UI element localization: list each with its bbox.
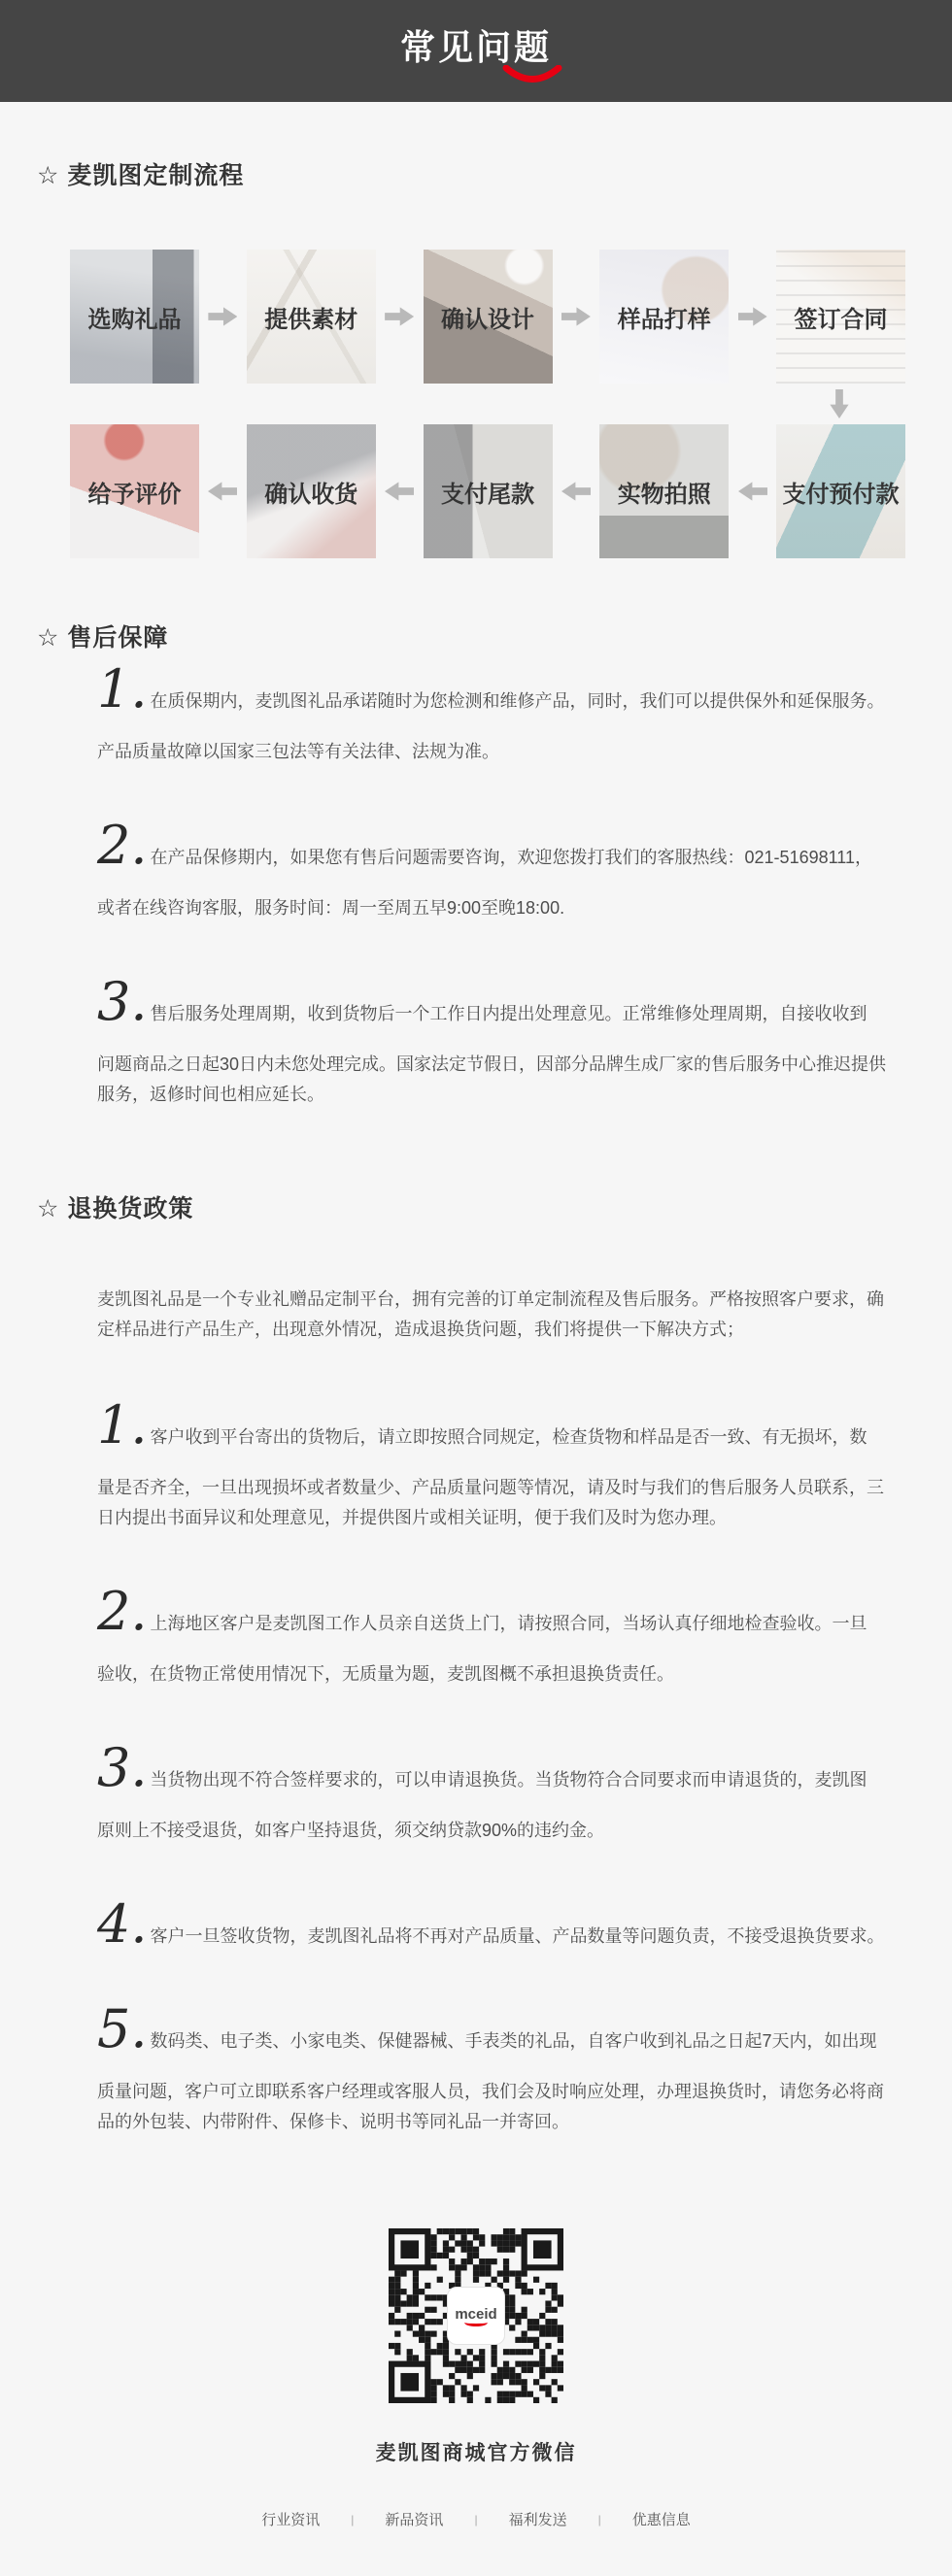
item-number: 2. bbox=[97, 815, 148, 876]
numbered-item bbox=[97, 1998, 888, 2137]
arrow-right-icon bbox=[561, 305, 591, 328]
process-step-tile bbox=[424, 250, 553, 384]
step-label: 选购礼品 bbox=[87, 306, 182, 333]
returns-items bbox=[37, 1394, 915, 2137]
footer-link-newproduct[interactable]: 新品资讯 bbox=[385, 2512, 444, 2528]
step-label: 给予评价 bbox=[87, 481, 182, 508]
numbered-item bbox=[97, 658, 888, 767]
process-step-tile bbox=[424, 424, 553, 558]
process-step-tile bbox=[599, 250, 729, 384]
item-text: 客户收到平台寄出的货物后，请立即按照合同规定，检查货物和样品是否一致、有无损坏，数 bbox=[150, 1427, 867, 1447]
qr-section bbox=[0, 2228, 952, 2466]
section-title-returns: ☆ 退换货政策 bbox=[37, 1195, 194, 1222]
header-bar bbox=[0, 0, 952, 102]
item-text: 上海地区客户是麦凯图工作人员亲自送货上门，请按照合同，当场认真仔细地检查验收。一旦 bbox=[150, 1614, 867, 1633]
step-label: 支付尾款 bbox=[441, 481, 534, 508]
numbered-item bbox=[97, 1394, 888, 1533]
process-step-tile bbox=[70, 424, 199, 558]
smile-icon bbox=[502, 65, 562, 84]
item-text: 问题商品之日起30日内未您处理完成。国家法定节假日，因部分品牌生成厂家的售后服务中心推迟提供服务，返修时间也相应延长。 bbox=[97, 1054, 887, 1104]
process-step-tile bbox=[70, 250, 199, 384]
item-text: 在产品保修期内，如果您有售后问题需要咨询，欢迎您拨打我们的客服热线：021-51698111， bbox=[150, 848, 872, 867]
item-number: 4. bbox=[97, 1893, 148, 1955]
qr-caption: 麦凯图商城官方微信 bbox=[375, 2442, 577, 2464]
numbered-item bbox=[97, 1893, 888, 1955]
aftersale-items bbox=[37, 658, 915, 1110]
item-text: 客户一旦签收货物，麦凯图礼品将不再对产品质量、产品数量等问题负责，不接受退换货要求。 bbox=[150, 1926, 885, 1946]
process-step-tile bbox=[599, 424, 729, 558]
step-label: 签订合同 bbox=[794, 306, 888, 333]
returns-intro: 麦凯图礼品是一个专业礼赠品定制平台，拥有完善的订单定制流程及售后服务。严格按照客户要求，确定样品进行产品生产，出现意外情况，造成退换货问题，我们将提供一下解决方式； bbox=[97, 1289, 884, 1339]
step-label: 实物拍照 bbox=[617, 481, 711, 508]
qr-logo: mceid bbox=[447, 2287, 505, 2345]
process-step-tile bbox=[247, 424, 376, 558]
item-number: 1. bbox=[97, 658, 148, 719]
qr-logo-swoosh-icon bbox=[464, 2319, 488, 2326]
item-number: 3. bbox=[97, 1737, 148, 1798]
section-title-aftersale: ☆ 售后保障 bbox=[37, 624, 169, 652]
step-label: 提供素材 bbox=[264, 306, 358, 333]
numbered-item bbox=[97, 815, 888, 923]
item-number: 1. bbox=[97, 1394, 148, 1455]
item-number: 2. bbox=[97, 1581, 148, 1642]
item-text: 当货物出现不符合签样要求的，可以申请退换货。当货物符合合同要求而申请退货的，麦凯图 bbox=[150, 1770, 867, 1790]
footer-link-welfare[interactable]: 福利发送 bbox=[508, 2512, 567, 2528]
item-text: 原则上不接受退货，如客户坚持退货，须交纳贷款90%的违约金。 bbox=[97, 1821, 605, 1840]
item-text: 质量问题，客户可立即联系客户经理或客服人员，我们会及时响应处理，办理退换货时，请您务必将商品的外包装、内带附件、保修卡、说明书等同礼品一并寄回。 bbox=[97, 2082, 884, 2131]
arrow-left-icon bbox=[385, 480, 414, 503]
item-text: 在质保期内，麦凯图礼品承诺随时为您检测和维修产品，同时，我们可以提供保外和延保服务。 bbox=[150, 691, 885, 711]
process-row-2 bbox=[70, 424, 905, 558]
qr-code bbox=[389, 2228, 563, 2403]
footer-link-industry[interactable]: 行业资讯 bbox=[261, 2512, 321, 2528]
process-step-tile bbox=[776, 424, 905, 558]
arrow-right-icon bbox=[208, 305, 237, 328]
item-text: 数码类、电子类、小家电类、保健器械、手表类的礼品，自客户收到礼品之日起7天内，如出现 bbox=[150, 2031, 877, 2051]
section-process bbox=[0, 156, 952, 191]
item-number: 3. bbox=[97, 971, 148, 1032]
star-icon: ☆ bbox=[37, 624, 60, 652]
item-text: 验收，在货物正常使用情况下，无质量为题，麦凯图概不承担退换货责任。 bbox=[97, 1664, 674, 1684]
process-step-tile bbox=[776, 250, 905, 384]
footer-link-discount[interactable]: 优惠信息 bbox=[631, 2512, 691, 2528]
star-icon: ☆ bbox=[37, 1195, 60, 1222]
numbered-item bbox=[97, 1581, 888, 1689]
item-text: 量是否齐全，一旦出现损坏或者数量少、产品质量问题等情况，请及时与我们的售后服务人员联系，三日内提出书面异议和处理意见，并提供图片或相关证明，便于我们及时为您办理。 bbox=[97, 1478, 884, 1527]
arrow-left-icon bbox=[738, 480, 767, 503]
arrow-right-icon bbox=[738, 305, 767, 328]
section-title-process: ☆ 麦凯图定制流程 bbox=[37, 162, 245, 189]
arrow-left-icon bbox=[561, 480, 591, 503]
arrow-right-icon bbox=[385, 305, 414, 328]
numbered-item bbox=[97, 971, 888, 1110]
item-text: 或者在线咨询客服，服务时间：周一至周五早9:00至晚18:00. bbox=[97, 898, 565, 918]
item-text: 产品质量故障以国家三包法等有关法律、法规为准。 bbox=[97, 742, 499, 761]
page-title: 常见问题 bbox=[399, 27, 552, 67]
step-label: 样品打样 bbox=[617, 306, 711, 333]
step-label: 确认设计 bbox=[441, 306, 534, 333]
arrow-down-icon bbox=[828, 389, 851, 418]
step-label: 支付预付款 bbox=[782, 481, 900, 508]
footer-separator: | bbox=[474, 2512, 478, 2526]
step-label: 确认收货 bbox=[264, 481, 358, 508]
star-icon: ☆ bbox=[37, 162, 60, 189]
numbered-item bbox=[97, 1737, 888, 1846]
section-aftersale bbox=[0, 619, 952, 1110]
process-row-connector bbox=[70, 384, 905, 424]
process-step-tile bbox=[247, 250, 376, 384]
section-returns bbox=[0, 1189, 952, 2137]
item-number: 5. bbox=[97, 1998, 148, 2059]
arrow-left-icon bbox=[208, 480, 237, 503]
item-text: 售后服务处理周期，收到货物后一个工作日内提出处理意见。正常维修处理周期，自接收收到 bbox=[150, 1004, 867, 1023]
process-row-1 bbox=[70, 250, 905, 384]
footer-separator: | bbox=[597, 2512, 601, 2526]
process-flow bbox=[70, 250, 905, 558]
footer-nav bbox=[0, 2509, 952, 2576]
footer-separator: | bbox=[351, 2512, 355, 2526]
